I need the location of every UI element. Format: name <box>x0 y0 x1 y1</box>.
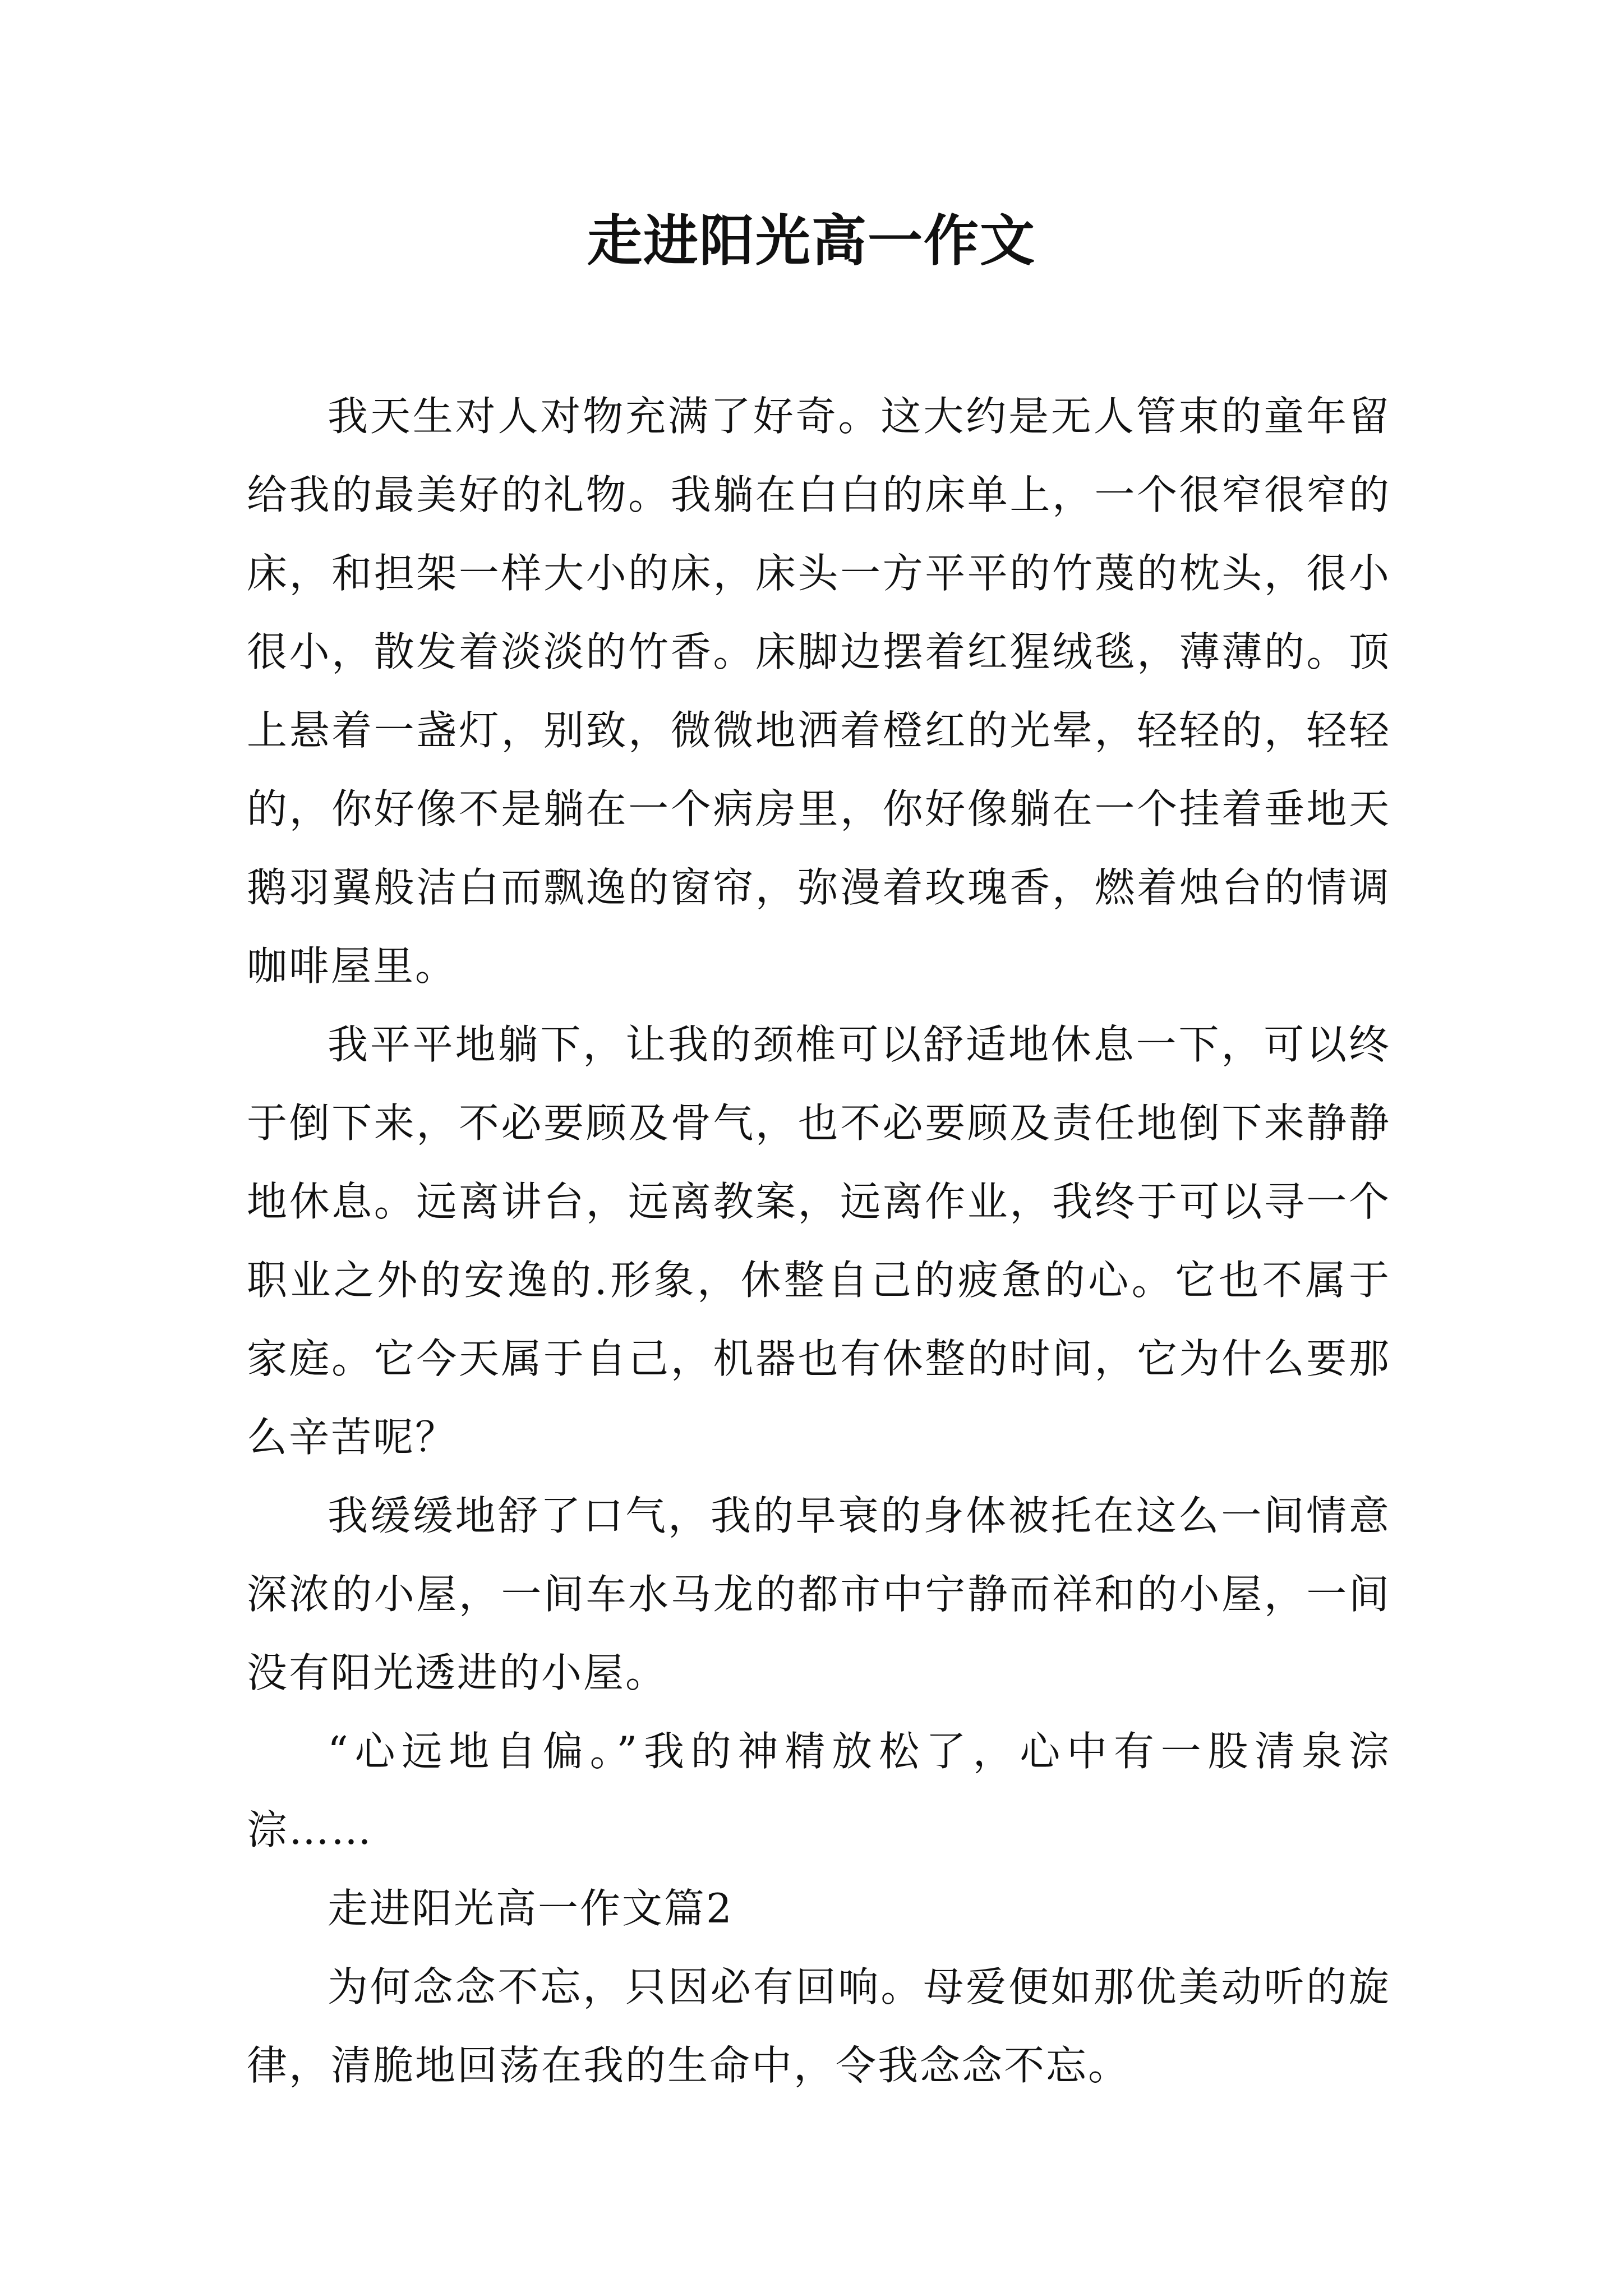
paragraph: 我天生对人对物充满了好奇。这大约是无人管束的童年留给我的最美好的礼物。我躺在白白的床单上，一个很窄很窄的床，和担架一样大小的床，床头一方平平的竹蔑的枕头，很小很小，散发着淡淡的竹香。床脚边摆着红猩绒毯，薄薄的。顶上悬着一盏灯，别致，微微地洒着橙红的光晕，轻轻的，轻轻的，你好像不是躺在一个病房里，你好像躺在一个挂着垂地天鹅羽翼般洁白而飘逸的窗帘，弥漫着玫瑰香，燃着烛台的情调咖啡屋里。 <box>247 393 1391 990</box>
document-title: 走进阳光高一作文 <box>587 209 1036 273</box>
paragraph: “心远地自偏。”我的神精放松了，心中有一股清泉淙淙…… <box>247 1728 1391 1853</box>
paragraph: 我缓缓地舒了口气，我的早衰的身体被托在这么一间情意深浓的小屋，一间车水马龙的都市中宁静而祥和的小屋，一间没有阳光透进的小屋。 <box>247 1492 1391 1696</box>
document-body <box>247 377 1391 2105</box>
section-heading: 走进阳光高一作文篇2 <box>328 1885 734 1932</box>
paragraph: 为何念念不忘，只因必有回响。母爱便如那优美动听的旋律，清脆地回荡在我的生命中，令我念念不忘。 <box>247 1963 1391 2089</box>
paragraph: 我平平地躺下，让我的颈椎可以舒适地休息一下，可以终于倒下来，不必要顾及骨气，也不必要顾及责任地倒下来静静地休息。远离讲台，远离教案，远离作业，我终于可以寻一个职业之外的安逸的.形象，休整自己的疲惫的心。它也不属于家庭。它今天属于自己，机器也有休整的时间，它为什么要那么辛苦呢？ <box>247 1021 1391 1461</box>
